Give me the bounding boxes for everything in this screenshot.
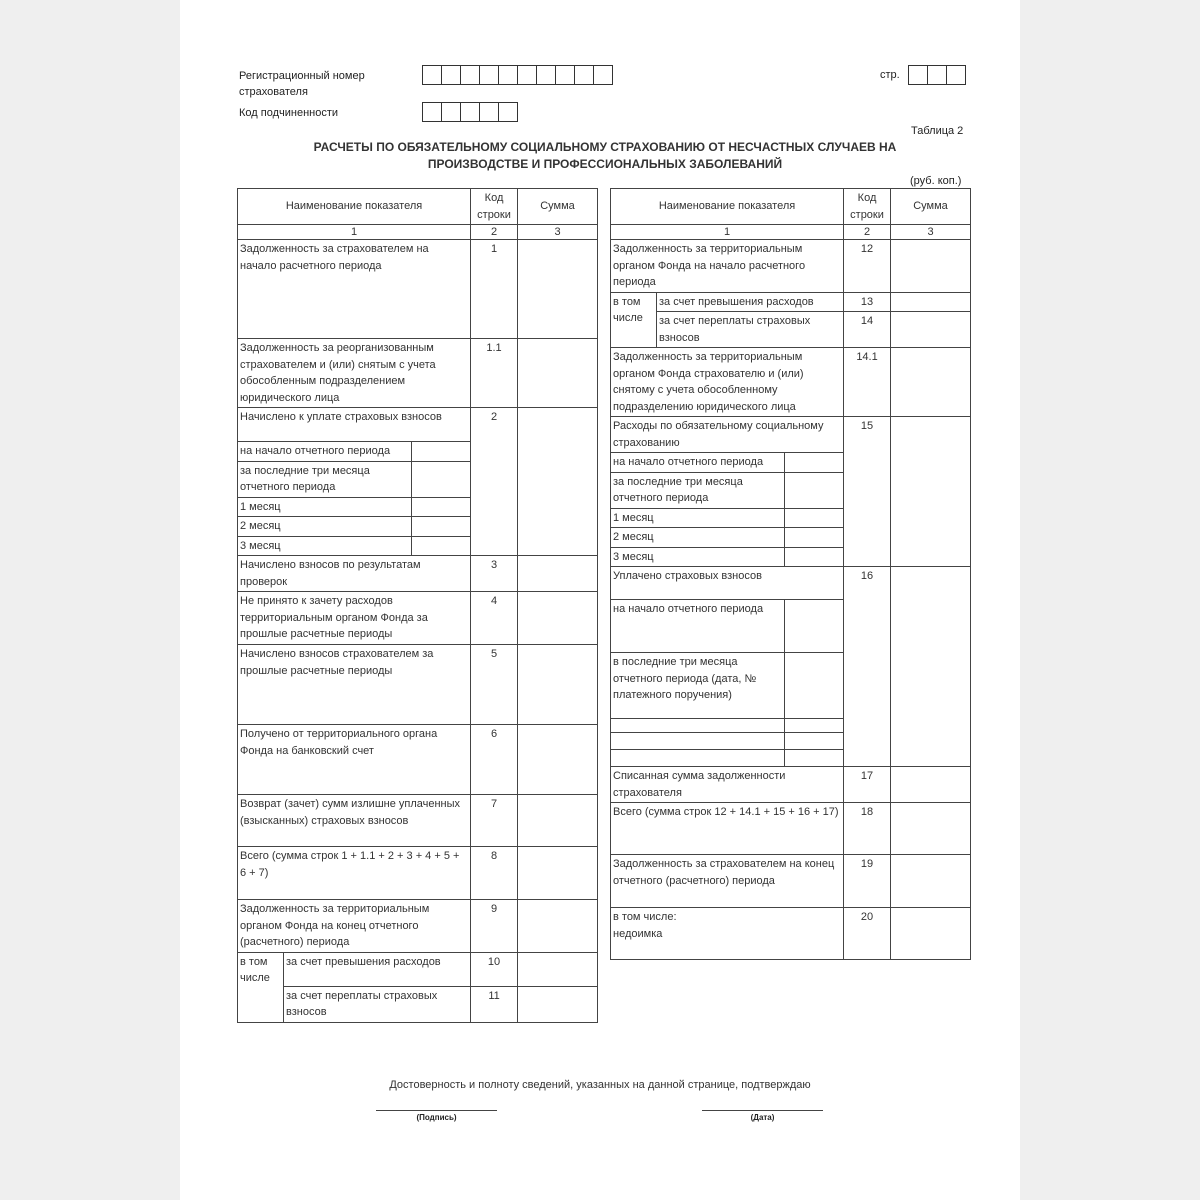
sum-cell[interactable] (518, 556, 598, 592)
row-code: 16 (844, 567, 891, 767)
reg-number-boxes[interactable] (423, 65, 613, 85)
col-header-code: Код строки (844, 189, 891, 225)
row-name: в том числе: недоимка (611, 908, 844, 960)
row-name: Задолженность за территориальным органом Фонда страхователю и (или) снятому с учета обособленному подразделению юридического лица (611, 348, 844, 417)
sum-cell[interactable] (891, 803, 971, 855)
sub-sum-cell[interactable] (412, 442, 471, 462)
row-name: Задолженность за реорганизованным страхователем и (или) снятым с учета обособленным подразделением юридического лица (238, 339, 471, 408)
col-num-3: 3 (891, 225, 971, 240)
sub-sum-cell[interactable] (412, 461, 471, 497)
row-name: 1 месяц (238, 497, 412, 517)
row-code: 14 (844, 312, 891, 348)
row-name: Задолженность за территориальным органом Фонда на начало расчетного периода (611, 240, 844, 293)
col-header-sum: Сумма (518, 189, 598, 225)
row-code: 9 (471, 900, 518, 953)
date-caption: (Дата) (750, 1113, 775, 1122)
sum-cell[interactable] (518, 952, 598, 986)
row-code: 15 (844, 417, 891, 567)
row-name: 3 месяц (611, 547, 785, 567)
row-name: на начало отчетного периода (611, 600, 785, 653)
row-name: Начислено взносов страхователем за прошлые расчетные периоды (238, 645, 471, 725)
date-line[interactable] (702, 1110, 823, 1122)
row-code: 10 (471, 952, 518, 986)
sub-sum-cell[interactable] (785, 508, 844, 528)
col-num-3: 3 (518, 225, 598, 240)
row-code: 1 (471, 240, 518, 339)
incl-label: в том числе (611, 292, 657, 348)
row-code: 7 (471, 795, 518, 847)
sum-cell[interactable] (518, 847, 598, 900)
col-header-code: Код строки (471, 189, 518, 225)
sum-cell[interactable] (518, 339, 598, 408)
sub-sum-cell[interactable] (412, 536, 471, 556)
row-name: за счет переплаты страховых взносов (284, 986, 471, 1022)
row-name: Начислено взносов по результатам проверок (238, 556, 471, 592)
page-number-boxes[interactable] (909, 65, 966, 85)
row-name: Расходы по обязательному социальному страхованию (611, 417, 844, 453)
sum-cell[interactable] (891, 292, 971, 312)
row-name: Всего (сумма строк 12 + 14.1 + 15 + 16 + 17) (611, 803, 844, 855)
sum-cell[interactable] (518, 240, 598, 339)
confirmation-text: Достоверность и полноту сведений, указанных на данной странице, подтверждаю (389, 1079, 811, 1091)
sub-sum-cell[interactable] (785, 547, 844, 567)
subordination-label: Код подчиненности (239, 107, 339, 119)
sub-sum-cell[interactable] (785, 653, 844, 719)
col-header-name: Наименование показателя (238, 189, 471, 225)
reg-number-label: Регистрационный номер страхователя (239, 70, 365, 98)
page-number-label: стр. (880, 69, 900, 81)
row-code: 6 (471, 725, 518, 795)
sum-cell[interactable] (518, 986, 598, 1022)
sum-cell[interactable] (518, 900, 598, 953)
sum-cell[interactable] (891, 312, 971, 348)
left-table (237, 188, 598, 1023)
row-code: 5 (471, 645, 518, 725)
units-label: (руб. коп.) (910, 175, 962, 187)
row-code: 3 (471, 556, 518, 592)
sum-cell[interactable] (891, 767, 971, 803)
sum-cell[interactable] (891, 855, 971, 908)
form-page (180, 0, 1020, 1200)
row-name: на начало отчетного периода (611, 453, 785, 473)
row-name: Уплачено страховых взносов (611, 567, 844, 600)
row-name: Получено от территориального органа Фонда на банковский счет (238, 725, 471, 795)
table-number: Таблица 2 (911, 125, 964, 137)
row-name: 3 месяц (238, 536, 412, 556)
sub-sum-cell[interactable] (785, 750, 844, 767)
sub-sum-cell[interactable] (785, 719, 844, 733)
row-code: 20 (844, 908, 891, 960)
sum-cell[interactable] (518, 725, 598, 795)
incl-label: в том числе (238, 952, 284, 1022)
row-name: за счет превышения расходов (657, 292, 844, 312)
col-header-sum: Сумма (891, 189, 971, 225)
payment-entry-cell[interactable] (611, 750, 785, 767)
row-name: в последние три месяца отчетного периода (дата, № платежного поручения) (611, 653, 785, 719)
row-code: 18 (844, 803, 891, 855)
row-code: 1.1 (471, 339, 518, 408)
row-name: 1 месяц (611, 508, 785, 528)
signature-caption: (Подпись) (416, 1113, 457, 1122)
sum-cell[interactable] (518, 795, 598, 847)
row-name: Возврат (зачет) сумм излишне уплаченных (взысканных) страховых взносов (238, 795, 471, 847)
col-num-2: 2 (844, 225, 891, 240)
sub-sum-cell[interactable] (785, 453, 844, 473)
payment-entry-cell[interactable] (611, 719, 785, 733)
row-code: 12 (844, 240, 891, 293)
row-code: 19 (844, 855, 891, 908)
col-num-2: 2 (471, 225, 518, 240)
row-name: Всего (сумма строк 1 + 1.1 + 2 + 3 + 4 + 5 + 6 + 7) (238, 847, 471, 900)
row-name: Задолженность за страхователем на начало расчетного периода (238, 240, 471, 339)
sub-sum-cell[interactable] (785, 733, 844, 750)
row-name: Задолженность за территориальным органом Фонда на конец отчетного (расчетного) периода (238, 900, 471, 953)
sub-sum-cell[interactable] (412, 497, 471, 517)
row-code: 14.1 (844, 348, 891, 417)
sub-sum-cell[interactable] (785, 528, 844, 548)
sum-cell[interactable] (518, 592, 598, 645)
sum-cell[interactable] (518, 645, 598, 725)
row-code: 2 (471, 408, 518, 556)
sub-sum-cell[interactable] (785, 600, 844, 653)
sub-sum-cell[interactable] (785, 472, 844, 508)
col-num-1: 1 (611, 225, 844, 240)
sum-cell[interactable] (891, 417, 971, 567)
row-name: за последние три месяца отчетного периода (238, 461, 412, 497)
row-name: за счет переплаты страховых взносов (657, 312, 844, 348)
sum-cell[interactable] (891, 567, 971, 767)
row-name: Не принято к зачету расходов территориальным органом Фонда за прошлые расчетные периоды (238, 592, 471, 645)
row-name: на начало отчетного периода (238, 442, 412, 462)
sum-cell[interactable] (891, 240, 971, 293)
sum-cell[interactable] (518, 408, 598, 556)
row-name: 2 месяц (238, 517, 412, 537)
sub-sum-cell[interactable] (412, 517, 471, 537)
row-name: 2 месяц (611, 528, 785, 548)
page-title: РАСЧЕТЫ ПО ОБЯЗАТЕЛЬНОМУ СОЦИАЛЬНОМУ СТРАХОВАНИЮ ОТ НЕСЧАСТНЫХ СЛУЧАЕВ НА ПРОИЗВОДСТВЕ И ПРОФЕССИОНАЛЬНЫХ ЗАБОЛЕВАНИЙ (313, 140, 897, 171)
col-header-name: Наименование показателя (611, 189, 844, 225)
right-table (610, 188, 971, 960)
row-name: Задолженность за страхователем на конец отчетного (расчетного) периода (611, 855, 844, 908)
row-code: 8 (471, 847, 518, 900)
row-code: 11 (471, 986, 518, 1022)
row-name: Начислено к уплате страховых взносов (238, 408, 471, 442)
sum-cell[interactable] (891, 348, 971, 417)
row-name: за последние три месяца отчетного периода (611, 472, 785, 508)
signature-line[interactable] (376, 1110, 497, 1122)
sum-cell[interactable] (891, 908, 971, 960)
row-code: 4 (471, 592, 518, 645)
col-num-1: 1 (238, 225, 471, 240)
subordination-boxes[interactable] (423, 102, 518, 122)
payment-entry-cell[interactable] (611, 733, 785, 750)
row-code: 13 (844, 292, 891, 312)
row-name: Списанная сумма задолженности страхователя (611, 767, 844, 803)
row-code: 17 (844, 767, 891, 803)
row-name: за счет превышения расходов (284, 952, 471, 986)
